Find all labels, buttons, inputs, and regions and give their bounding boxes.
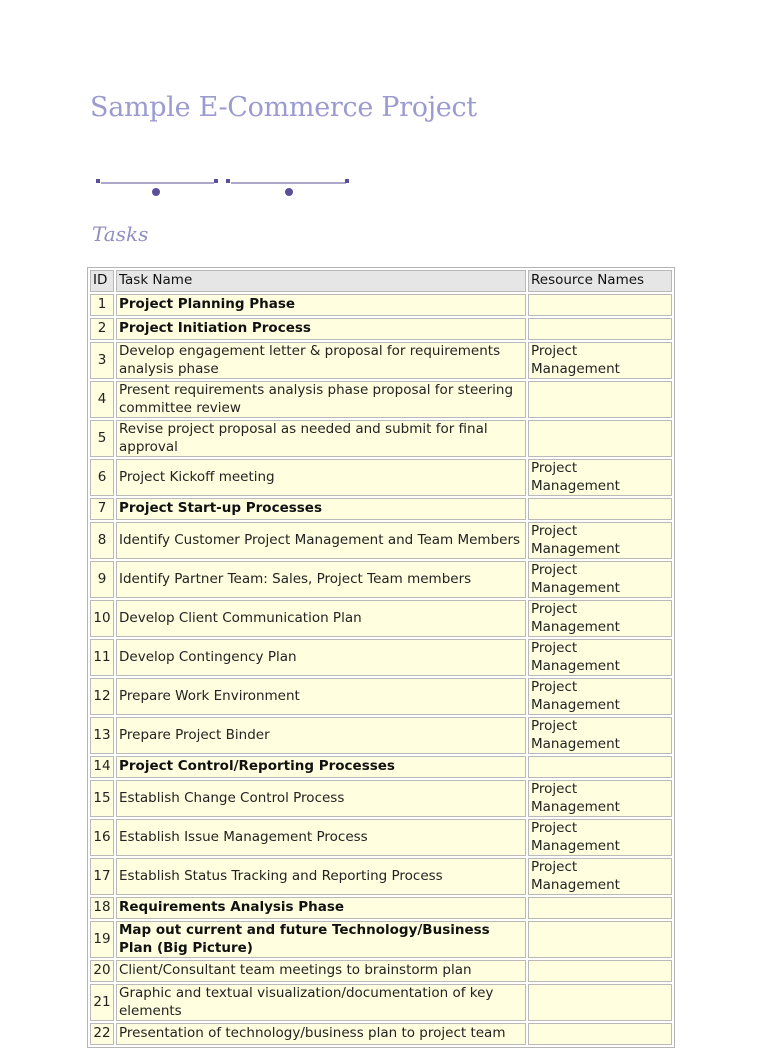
task-name: Revise project proposal as needed and submit for final approval — [116, 420, 526, 457]
task-id: 17 — [90, 858, 114, 895]
task-resource: Project Management — [528, 858, 672, 895]
table-row — [90, 780, 672, 817]
task-resource: Project Management — [528, 600, 672, 637]
task-resource — [528, 897, 672, 919]
task-id: 21 — [90, 984, 114, 1021]
table-row — [90, 897, 672, 919]
task-name: Project Start-up Processes — [116, 498, 526, 520]
section-heading: Tasks — [92, 222, 149, 246]
table-row — [90, 318, 672, 340]
table-row — [90, 984, 672, 1021]
table-row — [90, 600, 672, 637]
task-resource — [528, 420, 672, 457]
task-resource — [528, 498, 672, 520]
task-id: 8 — [90, 522, 114, 559]
task-id: 3 — [90, 342, 114, 379]
table-row — [90, 1023, 672, 1045]
task-id: 20 — [90, 960, 114, 982]
task-id: 18 — [90, 897, 114, 919]
task-resource — [528, 318, 672, 340]
task-resource — [528, 960, 672, 982]
task-name: Develop engagement letter & proposal for requirements analysis phase — [116, 342, 526, 379]
task-id: 10 — [90, 600, 114, 637]
task-name: Identify Customer Project Management and Team Members — [116, 522, 526, 559]
table-body — [90, 294, 672, 1045]
table-row — [90, 561, 672, 598]
task-resource: Project Management — [528, 780, 672, 817]
table-row — [90, 858, 672, 895]
task-resource — [528, 381, 672, 418]
task-resource: Project Management — [528, 522, 672, 559]
task-id: 5 — [90, 420, 114, 457]
table-row — [90, 717, 672, 754]
header-resource-names: Resource Names — [528, 270, 672, 292]
task-id: 12 — [90, 678, 114, 715]
table-row — [90, 639, 672, 676]
task-name: Establish Change Control Process — [116, 780, 526, 817]
table-row — [90, 498, 672, 520]
table-row — [90, 819, 672, 856]
task-id: 16 — [90, 819, 114, 856]
task-id: 15 — [90, 780, 114, 817]
task-resource: Project Management — [528, 561, 672, 598]
table-row — [90, 420, 672, 457]
task-resource — [528, 756, 672, 778]
decorative-divider — [92, 172, 354, 198]
task-resource: Project Management — [528, 342, 672, 379]
task-name: Prepare Project Binder — [116, 717, 526, 754]
task-resource — [528, 984, 672, 1021]
task-id: 13 — [90, 717, 114, 754]
task-resource: Project Management — [528, 639, 672, 676]
task-name: Establish Status Tracking and Reporting Process — [116, 858, 526, 895]
task-name: Map out current and future Technology/Business Plan (Big Picture) — [116, 921, 526, 958]
table-row — [90, 921, 672, 958]
task-id: 9 — [90, 561, 114, 598]
table-row — [90, 522, 672, 559]
task-id: 22 — [90, 1023, 114, 1045]
page-title: Sample E-Commerce Project — [90, 92, 477, 123]
task-id: 11 — [90, 639, 114, 676]
task-name: Identify Partner Team: Sales, Project Team members — [116, 561, 526, 598]
table-row — [90, 960, 672, 982]
task-name: Project Kickoff meeting — [116, 459, 526, 496]
table-row — [90, 381, 672, 418]
table-row — [90, 294, 672, 316]
task-resource: Project Management — [528, 819, 672, 856]
task-id: 6 — [90, 459, 114, 496]
table-row — [90, 678, 672, 715]
task-id: 19 — [90, 921, 114, 958]
task-name: Project Control/Reporting Processes — [116, 756, 526, 778]
task-id: 1 — [90, 294, 114, 316]
header-task-name: Task Name — [116, 270, 526, 292]
task-name: Establish Issue Management Process — [116, 819, 526, 856]
task-id: 2 — [90, 318, 114, 340]
task-name: Requirements Analysis Phase — [116, 897, 526, 919]
tasks-table — [87, 267, 675, 1048]
task-name: Client/Consultant team meetings to brainstorm plan — [116, 960, 526, 982]
task-resource — [528, 294, 672, 316]
task-resource: Project Management — [528, 459, 672, 496]
task-name: Graphic and textual visualization/documentation of key elements — [116, 984, 526, 1021]
task-id: 4 — [90, 381, 114, 418]
task-name: Develop Contingency Plan — [116, 639, 526, 676]
task-name: Prepare Work Environment — [116, 678, 526, 715]
task-resource — [528, 921, 672, 958]
task-id: 7 — [90, 498, 114, 520]
task-resource — [528, 1023, 672, 1045]
table-header-row — [90, 270, 672, 292]
task-name: Presentation of technology/business plan to project team — [116, 1023, 526, 1045]
table-row — [90, 342, 672, 379]
table-row — [90, 756, 672, 778]
task-resource: Project Management — [528, 678, 672, 715]
task-name: Present requirements analysis phase proposal for steering committee review — [116, 381, 526, 418]
table-row — [90, 459, 672, 496]
task-resource: Project Management — [528, 717, 672, 754]
task-name: Project Initiation Process — [116, 318, 526, 340]
header-id: ID — [90, 270, 114, 292]
task-id: 14 — [90, 756, 114, 778]
task-name: Develop Client Communication Plan — [116, 600, 526, 637]
task-name: Project Planning Phase — [116, 294, 526, 316]
